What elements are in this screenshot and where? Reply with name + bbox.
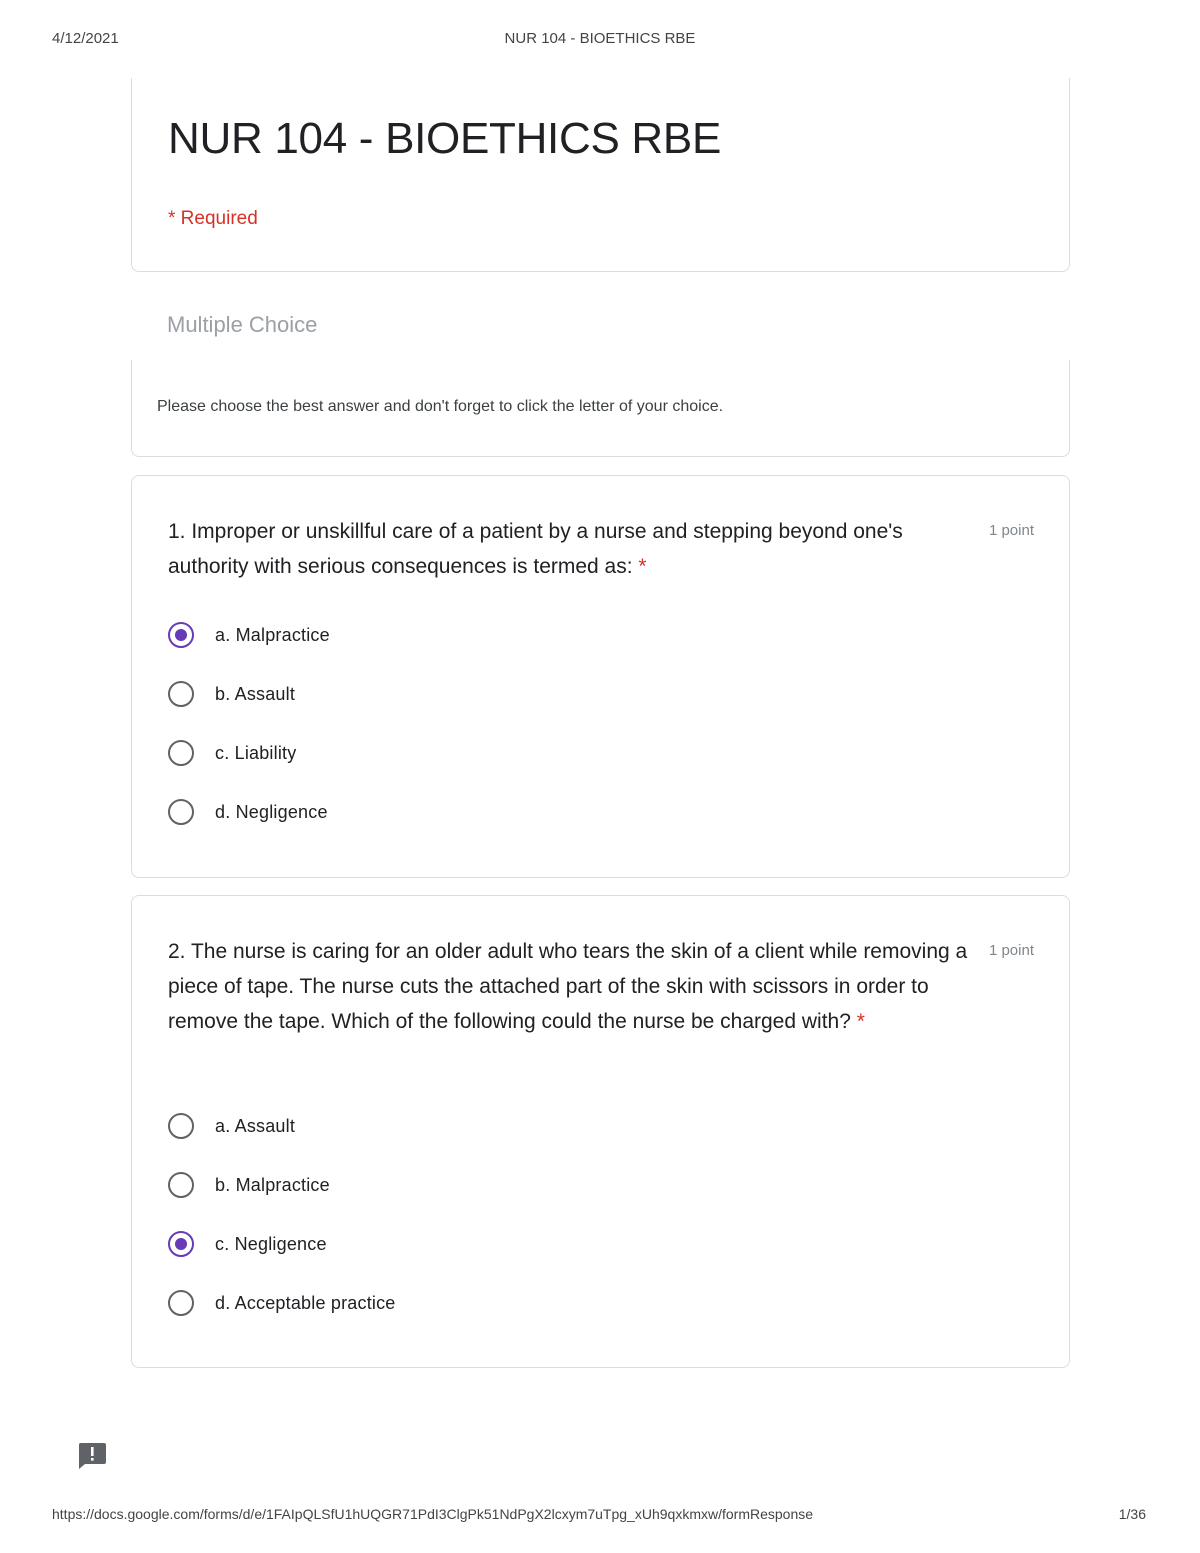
section-description: Please choose the best answer and don't forget to click the letter of your choice. — [157, 398, 724, 415]
question-card-2 — [131, 895, 1070, 1368]
radio-unchecked[interactable] — [168, 799, 194, 825]
radio-unchecked[interactable] — [168, 1290, 194, 1316]
required-note: * Required — [168, 208, 258, 229]
question-1-text: 1. Improper or unskillful care of a patient by a nurse and stepping beyond one's authority with serious consequences is termed as: — [168, 520, 903, 578]
radio-unchecked[interactable] — [168, 681, 194, 707]
option-1d[interactable] — [168, 797, 328, 827]
option-2b[interactable] — [168, 1170, 330, 1200]
print-date: 4/12/2021 — [52, 30, 119, 47]
option-label: d. Negligence — [215, 801, 328, 822]
option-label: b. Malpractice — [215, 1174, 330, 1195]
option-label: a. Malpractice — [215, 624, 330, 645]
radio-unchecked[interactable] — [168, 1113, 194, 1139]
option-label: a. Assault — [215, 1115, 296, 1136]
required-asterisk: * — [638, 555, 647, 578]
required-asterisk: * — [856, 1010, 865, 1033]
option-2a[interactable] — [168, 1111, 295, 1141]
radio-unchecked[interactable] — [168, 740, 194, 766]
print-doc-title: NUR 104 - BIOETHICS RBE — [504, 30, 696, 47]
radio-checked[interactable] — [168, 622, 194, 648]
option-label: c. Liability — [215, 742, 297, 763]
question-2-text: 2. The nurse is caring for an older adult who tears the skin of a client while removing a piece of tape. The nurse cuts the attached part of the skin with scissors in order to remove the tape. Which of the following could the nurse be charged with? — [168, 940, 968, 1033]
print-page-number: 1/36 — [1118, 1506, 1146, 1522]
question-1-points: 1 point — [988, 522, 1034, 539]
section-title: Multiple Choice — [167, 312, 318, 337]
option-2d[interactable] — [168, 1288, 396, 1318]
option-1c[interactable] — [168, 738, 296, 768]
option-1a[interactable] — [168, 620, 330, 650]
radio-unchecked[interactable] — [168, 1172, 194, 1198]
option-1b[interactable] — [168, 679, 295, 709]
option-label: c. Negligence — [215, 1233, 327, 1254]
option-2c[interactable] — [168, 1229, 327, 1259]
option-label: d. Acceptable practice — [215, 1292, 396, 1313]
print-url: https://docs.google.com/forms/d/e/1FAIpQLSfU1hUQGR71PdI3ClgPk51NdPgX2lcxym7uTpg_xUh9qxkmxw/formResponse — [52, 1506, 814, 1522]
form-title: NUR 104 - BIOETHICS RBE — [168, 114, 722, 163]
question-text — [168, 514, 978, 584]
section-description-card — [131, 360, 1070, 457]
question-2-points: 1 point — [988, 942, 1034, 959]
report-feedback-icon[interactable] — [77, 1442, 107, 1470]
option-label: b. Assault — [215, 683, 296, 704]
radio-checked[interactable] — [168, 1231, 194, 1257]
question-text — [168, 934, 978, 1039]
question-card-1 — [131, 475, 1070, 878]
form-title-card — [131, 78, 1070, 272]
